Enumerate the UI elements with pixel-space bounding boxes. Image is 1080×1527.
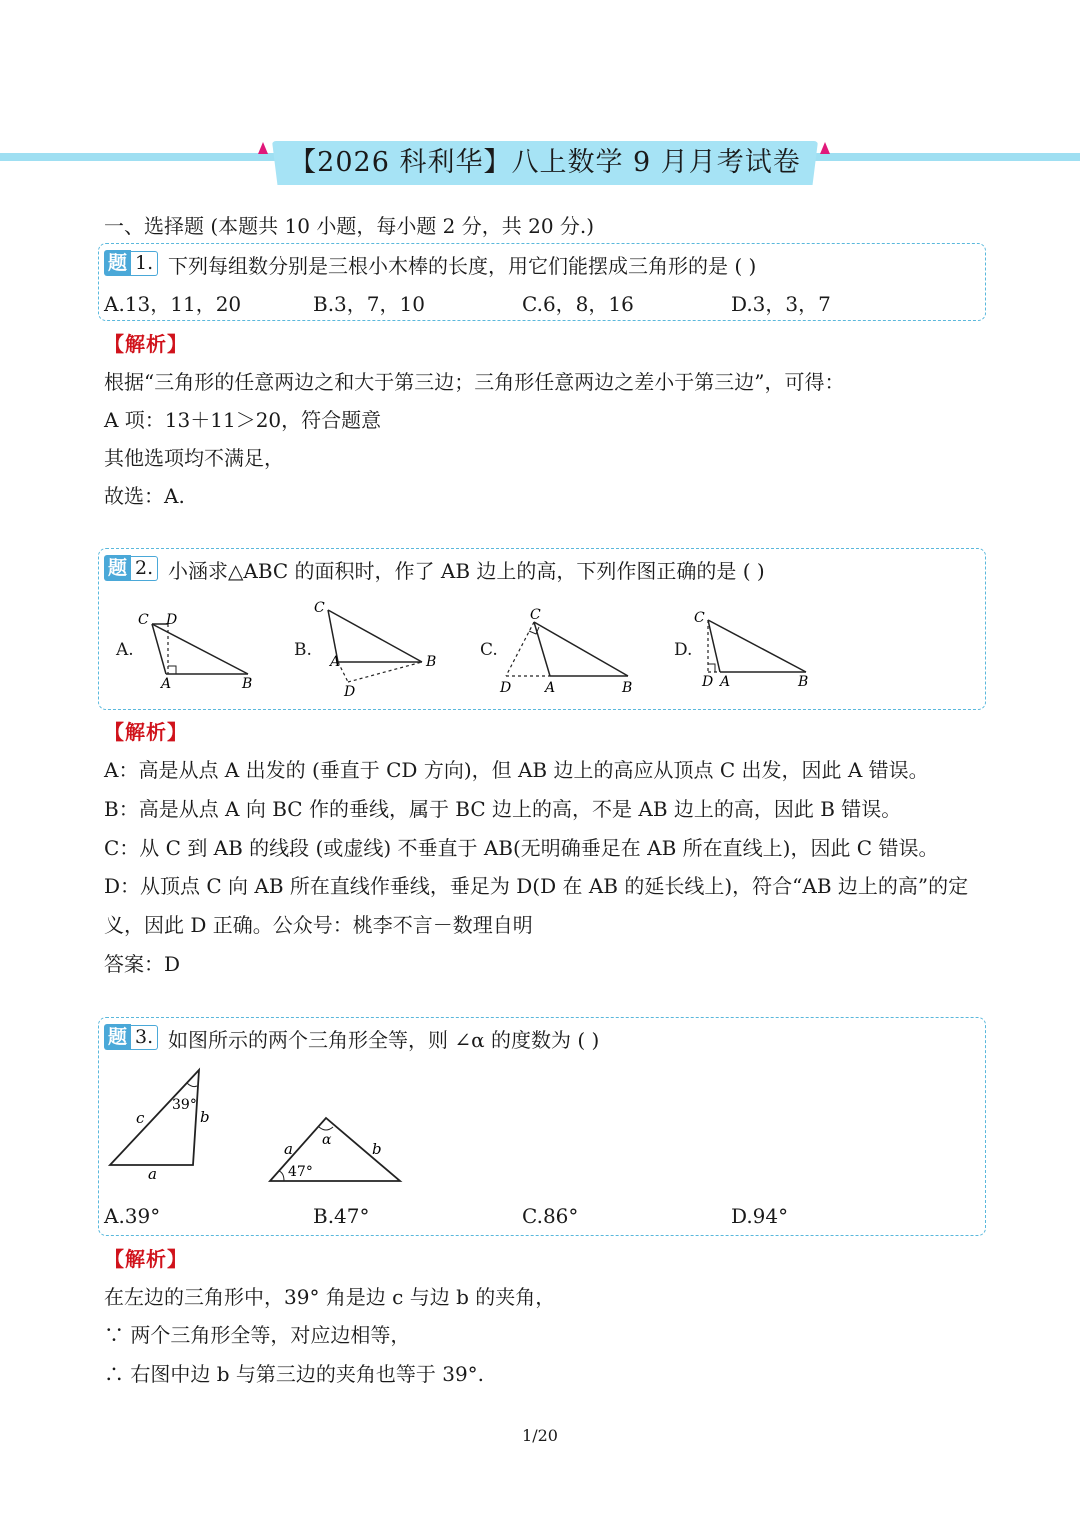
- q2-analysis-label: 【解析】: [104, 720, 188, 744]
- question-3-tag: [104, 1024, 158, 1050]
- question-3-stem: 如图所示的两个三角形全等，则 ∠α 的度数为 ( ): [168, 1028, 600, 1052]
- side-cb: [152, 624, 248, 674]
- title-right-mark-icon: [820, 142, 830, 154]
- q1-analysis-line: 根据“三角形的任意两边之和大于第三边；三角形任意两边之差小于第三边”，可得：: [104, 370, 845, 394]
- q3-analysis-line: ∵ 两个三角形全等，对应边相等，: [104, 1323, 411, 1347]
- q1-option-d: D.3，3，7: [731, 292, 831, 316]
- angle-label: α: [322, 1132, 332, 1148]
- q3-option-a: A.39°: [104, 1204, 161, 1228]
- side-label: b: [372, 1140, 382, 1158]
- q3-left-triangle: [104, 1064, 224, 1184]
- title-left-mark-icon: [258, 142, 268, 154]
- angle-label: 39°: [172, 1097, 197, 1113]
- q2-analysis-line: D：从顶点 C 向 AB 所在直线作垂线，垂足为 D(D 在 AB 的延长线上)，符合“AB 边上的高”的定: [104, 874, 969, 898]
- q3-analysis-label: 【解析】: [104, 1247, 188, 1271]
- point-label: D: [166, 612, 178, 628]
- point-label: B: [622, 680, 633, 696]
- q3-option-c: C.86°: [522, 1204, 579, 1228]
- point-label: B: [426, 654, 437, 670]
- angle-arc: [279, 1171, 284, 1181]
- question-tag-label: 题: [104, 250, 131, 276]
- q2-figure-b-label: B.: [294, 640, 312, 660]
- question-2-tag: [104, 555, 158, 581]
- angle-arc: [319, 1127, 333, 1130]
- height-dashed: [348, 662, 422, 682]
- q2-figure-d: [690, 606, 820, 692]
- q2-analysis-line: C：从 C 到 AB 的线段 (或虚线) 不垂直于 AB(无明确垂足在 AB 所在直线上)，因此 C 错误。: [104, 836, 939, 860]
- q2-figure-a-label: A.: [116, 640, 134, 660]
- side-cb: [328, 610, 422, 662]
- q2-analysis-line: 义，因此 D 正确。公众号：桃李不言－数理自明: [104, 913, 533, 937]
- point-label: A: [545, 680, 556, 696]
- point-label: C: [694, 610, 705, 626]
- point-label: C: [138, 612, 149, 628]
- side-label: a: [148, 1165, 157, 1183]
- q1-option-a: A.13，11，20: [104, 292, 242, 316]
- question-1-tag: [104, 250, 158, 276]
- angle-label: 47°: [288, 1164, 313, 1180]
- side-label: b: [200, 1108, 210, 1126]
- q2-figure-d-label: D.: [674, 640, 693, 660]
- q1-analysis-line: A 项：13＋11＞20，符合题意: [104, 408, 382, 432]
- q2-figure-b: [310, 598, 450, 700]
- q2-analysis-line: 答案：D: [104, 952, 181, 976]
- point-label: C: [314, 600, 325, 616]
- angle-arc: [187, 1083, 197, 1087]
- question-number: 3.: [131, 1025, 158, 1050]
- question-tag-label: 题: [104, 1024, 131, 1050]
- q2-figure-c: [494, 604, 644, 696]
- point-label: A: [720, 674, 731, 690]
- point-label: B: [798, 674, 809, 690]
- q1-option-c: C.6，8，16: [522, 292, 634, 316]
- side-cb: [708, 620, 806, 672]
- right-angle-mark: [708, 664, 715, 672]
- side-ca: [152, 624, 166, 674]
- point-label: B: [242, 676, 253, 692]
- q1-analysis-line: 其他选项均不满足，: [104, 446, 284, 470]
- height-dashed: [506, 622, 534, 676]
- point-label: D: [702, 674, 714, 690]
- page-number: 1/20: [522, 1426, 558, 1445]
- question-1-stem: 下列每组数分别是三根小木棒的长度，用它们能摆成三角形的是 ( ): [168, 254, 757, 278]
- q3-analysis-line: ∴ 右图中边 b 与第三边的夹角也等于 39°.: [104, 1362, 485, 1386]
- q2-analysis-line: A：高是从点 A 出发的 (垂直于 CD 方向)，但 AB 边上的高应从顶点 C 出发，因此 A 错误。: [104, 758, 929, 782]
- question-number: 2.: [131, 556, 158, 581]
- point-label: D: [344, 684, 356, 700]
- question-2-stem: 小涵求△ABC 的面积时，作了 AB 边上的高，下列作图正确的是 ( ): [168, 559, 765, 583]
- q2-figure-a: [130, 608, 260, 694]
- q1-analysis-label: 【解析】: [104, 332, 188, 356]
- question-tag-label: 题: [104, 555, 131, 581]
- right-angle-mark: [168, 666, 176, 674]
- q3-option-d: D.94°: [731, 1204, 789, 1228]
- q3-option-b: B.47°: [313, 1204, 370, 1228]
- triangle-outline: [110, 1070, 199, 1165]
- point-label: D: [500, 680, 512, 696]
- question-number: 1.: [131, 251, 158, 276]
- page-title: 【2026 科利华】八上数学 9 月月考试卷: [289, 147, 801, 178]
- point-label: C: [530, 607, 541, 623]
- q1-analysis-line: 故选：A.: [104, 484, 185, 508]
- point-label: A: [330, 654, 341, 670]
- q2-analysis-line: B：高是从点 A 向 BC 作的垂线，属于 BC 边上的高，不是 AB 边上的高，因此 B 错误。: [104, 797, 902, 821]
- point-label: A: [161, 676, 172, 692]
- side-label: c: [136, 1109, 145, 1127]
- q3-right-triangle: [262, 1110, 412, 1188]
- section-heading: 一、选择题 (本题共 10 小题，每小题 2 分，共 20 分.): [104, 214, 595, 238]
- q1-option-b: B.3，7，10: [313, 292, 425, 316]
- q3-analysis-line: 在左边的三角形中，39° 角是边 c 与边 b 的夹角，: [104, 1285, 556, 1309]
- side-label: a: [284, 1140, 293, 1158]
- q2-figure-c-label: C.: [480, 640, 498, 660]
